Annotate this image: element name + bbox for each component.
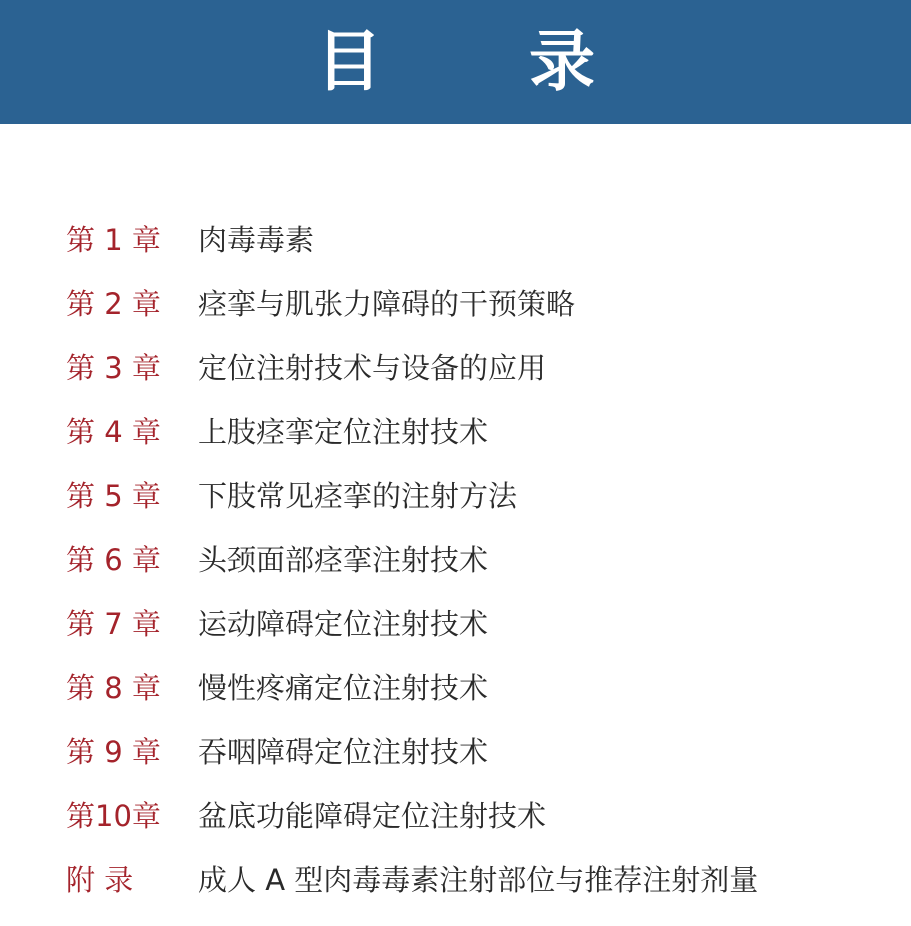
toc-entry[interactable]: [66, 720, 758, 784]
toc-entry-title: 下肢常见痉挛的注射方法: [198, 478, 518, 513]
toc-entry[interactable]: [66, 656, 758, 720]
toc-entry-title: 痉挛与肌张力障碍的干预策略: [198, 286, 576, 321]
toc-entry[interactable]: [66, 400, 758, 464]
toc-entry-label: 第 8 章: [66, 670, 161, 705]
toc-entry-appendix[interactable]: [66, 848, 758, 912]
toc-entry-title: 定位注射技术与设备的应用: [198, 350, 547, 385]
toc-entry-title: 运动障碍定位注射技术: [198, 606, 489, 641]
toc-entry-label: 第10章: [66, 798, 161, 833]
toc-entry-label: 第 2 章: [66, 286, 161, 321]
toc-entry-label: 第 4 章: [66, 414, 161, 449]
toc-entry[interactable]: [66, 528, 758, 592]
toc-entry-label: 第 3 章: [66, 350, 161, 385]
toc-entry[interactable]: [66, 784, 758, 848]
toc-entry-label: 第 1 章: [66, 222, 161, 257]
toc-entry[interactable]: [66, 592, 758, 656]
toc-entry-title: 上肢痉挛定位注射技术: [198, 414, 489, 449]
toc-entry-title: 盆底功能障碍定位注射技术: [198, 798, 547, 833]
toc-entry-title: 吞咽障碍定位注射技术: [198, 734, 489, 769]
toc-entry[interactable]: [66, 464, 758, 528]
toc-entry-label: 附 录: [66, 862, 134, 897]
toc-entry-title: 头颈面部痉挛注射技术: [198, 542, 489, 577]
toc-entry[interactable]: [66, 272, 758, 336]
toc-entry-label: 第 7 章: [66, 606, 161, 641]
toc-entry[interactable]: [66, 336, 758, 400]
table-of-contents: [66, 208, 758, 912]
toc-entry-label: 第 9 章: [66, 734, 161, 769]
toc-entry[interactable]: [66, 208, 758, 272]
page-title: 目 录: [316, 23, 657, 100]
toc-entry-title: 肉毒毒素: [198, 222, 315, 257]
header-banner: [0, 0, 911, 124]
toc-entry-label: 第 6 章: [66, 542, 161, 577]
toc-entry-label: 第 5 章: [66, 478, 161, 513]
toc-entry-title: 慢性疼痛定位注射技术: [198, 670, 489, 705]
toc-entry-title: 成人 A 型肉毒毒素注射部位与推荐注射剂量: [198, 862, 759, 897]
